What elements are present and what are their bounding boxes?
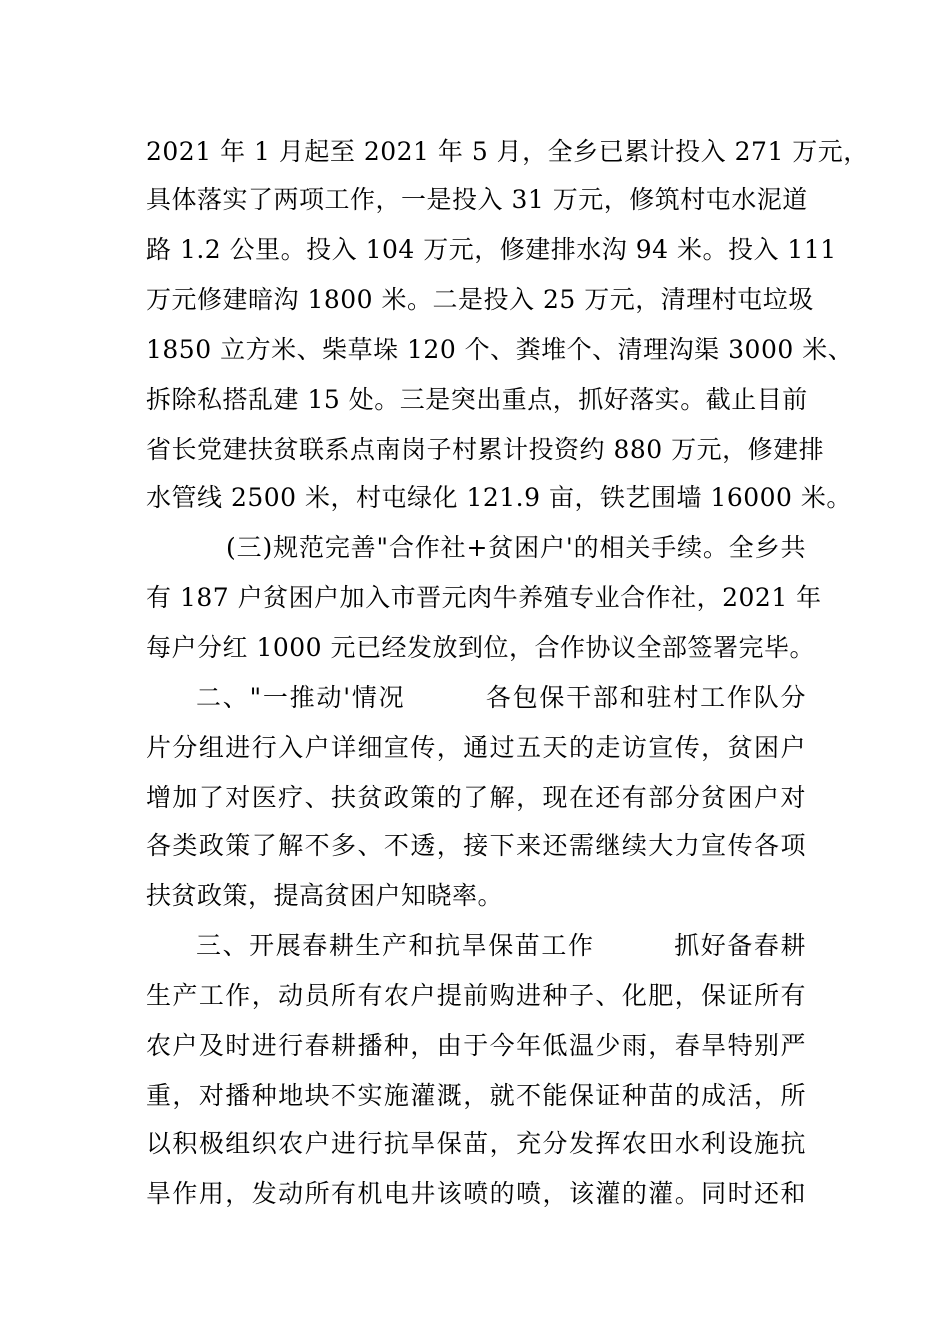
section-heading-line: (三)规范完善"合作社+贫困户'的相关手续。全乡共	[226, 533, 806, 562]
body-line: 各类政策了解不多、不透，接下来还需继续大力宣传各项	[146, 831, 806, 860]
body-line: 万元修建暗沟 1800 米。二是投入 25 万元，清理村屯垃圾	[146, 285, 814, 314]
body-line: 1850 立方米、柴草垛 120 个、粪堆个、清理沟渠 3000 米、	[146, 335, 854, 364]
section-heading-line: 三、开展春耕生产和抗旱保苗工作 抓好备春耕	[196, 931, 806, 960]
body-line: 农户及时进行春耕播种，由于今年低温少雨，春旱特别严	[146, 1031, 806, 1060]
section-heading-line: 二、"一推动'情况 各包保干部和驻村工作队分	[196, 683, 806, 712]
body-line: 每户分红 1000 元已经发放到位，合作协议全部签署完毕。	[146, 633, 816, 662]
body-line: 生产工作，动员所有农户提前购进种子、化肥，保证所有	[146, 981, 806, 1010]
body-line: 具体落实了两项工作，一是投入 31 万元，修筑村屯水泥道	[146, 185, 808, 214]
body-line: 水管线 2500 米，村屯绿化 121.9 亩，铁艺围墙 16000 米。	[146, 483, 852, 512]
body-line: 重，对播种地块不实施灌溉，就不能保证种苗的成活，所	[146, 1081, 806, 1110]
body-line: 2021 年 1 月起至 2021 年 5 月，全乡已累计投入 271 万元，	[146, 137, 869, 166]
body-line: 路 1.2 公里。投入 104 万元，修建排水沟 94 米。投入 111	[146, 235, 837, 264]
body-line: 片分组进行入户详细宣传，通过五天的走访宣传，贫困户	[146, 733, 806, 762]
body-line: 扶贫政策，提高贫困户知晓率。	[146, 881, 504, 910]
body-line: 省长党建扶贫联系点南岗子村累计投资约 880 万元，修建排	[146, 435, 825, 464]
body-line: 旱作用，发动所有机电井该喷的喷，该灌的灌。同时还和	[146, 1179, 806, 1208]
body-line: 增加了对医疗、扶贫政策的了解，现在还有部分贫困户对	[146, 783, 806, 812]
body-line: 有 187 户贫困户加入市晋元肉牛养殖专业合作社，2021 年	[146, 583, 822, 612]
body-line: 以积极组织农户进行抗旱保苗，充分发挥农田水利设施抗	[146, 1129, 806, 1158]
body-line: 拆除私搭乱建 15 处。三是突出重点，抓好落实。截止目前	[146, 385, 808, 414]
